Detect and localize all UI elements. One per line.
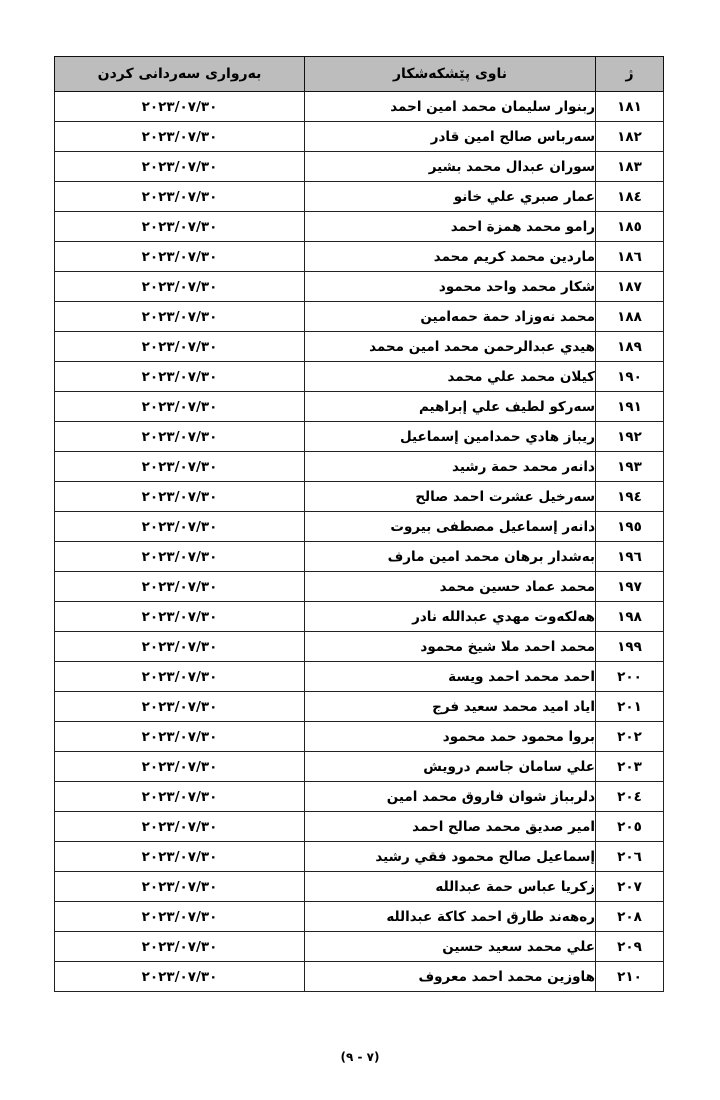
row-number: ١٩٨ xyxy=(596,602,664,632)
row-name: محمد نەوزاد حمة حمەامين xyxy=(305,302,596,332)
table-row xyxy=(55,452,664,482)
row-number: ٢٠٣ xyxy=(596,752,664,782)
row-date: ٢٠٢٣/٠٧/٣٠ xyxy=(55,182,305,212)
row-date: ٢٠٢٣/٠٧/٣٠ xyxy=(55,302,305,332)
row-date: ٢٠٢٣/٠٧/٣٠ xyxy=(55,662,305,692)
row-name: هاوزين محمد احمد معروف xyxy=(305,962,596,992)
row-date: ٢٠٢٣/٠٧/٣٠ xyxy=(55,872,305,902)
table-row xyxy=(55,872,664,902)
row-number: ٢٠٧ xyxy=(596,872,664,902)
row-number: ٢٠٢ xyxy=(596,722,664,752)
row-number: ١٩٣ xyxy=(596,452,664,482)
row-date: ٢٠٢٣/٠٧/٣٠ xyxy=(55,752,305,782)
row-name: سەرخيل عشرت احمد صالح xyxy=(305,482,596,512)
row-date: ٢٠٢٣/٠٧/٣٠ xyxy=(55,902,305,932)
table-row xyxy=(55,812,664,842)
table-row xyxy=(55,182,664,212)
row-name: رامو محمد همزة احمد xyxy=(305,212,596,242)
row-name: اياد اميد محمد سعيد فرج xyxy=(305,692,596,722)
row-name: سەركو لطيف علي إبراهيم xyxy=(305,392,596,422)
row-name: علي سامان جاسم درويش xyxy=(305,752,596,782)
table-row xyxy=(55,782,664,812)
row-name: ريباز هادي حمدامين إسماعيل xyxy=(305,422,596,452)
table-row xyxy=(55,392,664,422)
row-name: هەلكەوت مهدي عبدالله نادر xyxy=(305,602,596,632)
row-name: سوران عبدال محمد بشير xyxy=(305,152,596,182)
row-date: ٢٠٢٣/٠٧/٣٠ xyxy=(55,122,305,152)
table-row xyxy=(55,602,664,632)
row-name: دانەر محمد حمة رشيد xyxy=(305,452,596,482)
row-date: ٢٠٢٣/٠٧/٣٠ xyxy=(55,692,305,722)
row-date: ٢٠٢٣/٠٧/٣٠ xyxy=(55,212,305,242)
header-date: بەرواری سەردانی کردن xyxy=(55,57,305,92)
table-body xyxy=(55,92,664,992)
row-number: ١٨١ xyxy=(596,92,664,122)
row-date: ٢٠٢٣/٠٧/٣٠ xyxy=(55,812,305,842)
table-row xyxy=(55,542,664,572)
row-number: ٢٠٩ xyxy=(596,932,664,962)
table-row xyxy=(55,92,664,122)
row-number: ١٩٦ xyxy=(596,542,664,572)
row-number: ١٩٢ xyxy=(596,422,664,452)
row-name: دانەر إسماعيل مصطفى بيروت xyxy=(305,512,596,542)
row-name: إسماعيل صالح محمود فقي رشيد xyxy=(305,842,596,872)
row-date: ٢٠٢٣/٠٧/٣٠ xyxy=(55,332,305,362)
row-name: ماردين محمد كريم محمد xyxy=(305,242,596,272)
table-row xyxy=(55,302,664,332)
row-date: ٢٠٢٣/٠٧/٣٠ xyxy=(55,842,305,872)
row-name: سەرباس صالح امين قادر xyxy=(305,122,596,152)
row-number: ١٩٩ xyxy=(596,632,664,662)
row-name: احمد محمد احمد ويسة xyxy=(305,662,596,692)
row-name: عمار صبري علي خانو xyxy=(305,182,596,212)
row-number: ٢٠٦ xyxy=(596,842,664,872)
row-number: ١٩٥ xyxy=(596,512,664,542)
table-row xyxy=(55,362,664,392)
row-name: كيلان محمد علي محمد xyxy=(305,362,596,392)
header-name: ناوی پێشکەشکار xyxy=(305,57,596,92)
table-row xyxy=(55,122,664,152)
table-row xyxy=(55,572,664,602)
row-date: ٢٠٢٣/٠٧/٣٠ xyxy=(55,782,305,812)
table-row xyxy=(55,332,664,362)
header-number: ژ xyxy=(596,57,664,92)
row-date: ٢٠٢٣/٠٧/٣٠ xyxy=(55,542,305,572)
row-number: ١٨٣ xyxy=(596,152,664,182)
row-date: ٢٠٢٣/٠٧/٣٠ xyxy=(55,392,305,422)
table-header xyxy=(55,57,664,92)
row-number: ١٩١ xyxy=(596,392,664,422)
row-date: ٢٠٢٣/٠٧/٣٠ xyxy=(55,572,305,602)
row-number: ٢٠١ xyxy=(596,692,664,722)
row-name: دلربباز شوان فاروق محمد امين xyxy=(305,782,596,812)
row-name: رەهەند طارق احمد كاكة عبدالله xyxy=(305,902,596,932)
table-row xyxy=(55,752,664,782)
row-name: امير صديق محمد صالح احمد xyxy=(305,812,596,842)
row-date: ٢٠٢٣/٠٧/٣٠ xyxy=(55,602,305,632)
row-number: ٢١٠ xyxy=(596,962,664,992)
row-number: ١٨٩ xyxy=(596,332,664,362)
table-row xyxy=(55,152,664,182)
row-name: ربنوار سليمان محمد امين احمد xyxy=(305,92,596,122)
row-name: شكار محمد واحد محمود xyxy=(305,272,596,302)
row-date: ٢٠٢٣/٠٧/٣٠ xyxy=(55,422,305,452)
table-row xyxy=(55,242,664,272)
row-number: ١٨٧ xyxy=(596,272,664,302)
row-date: ٢٠٢٣/٠٧/٣٠ xyxy=(55,932,305,962)
row-number: ١٨٢ xyxy=(596,122,664,152)
table-row xyxy=(55,482,664,512)
table-row xyxy=(55,272,664,302)
table-row xyxy=(55,662,664,692)
row-name: بەشدار برهان محمد امين مارف xyxy=(305,542,596,572)
row-number: ٢٠٠ xyxy=(596,662,664,692)
table-row xyxy=(55,632,664,662)
row-number: ٢٠٤ xyxy=(596,782,664,812)
row-name: هيدي عبدالرحمن محمد امين محمد xyxy=(305,332,596,362)
row-number: ١٨٥ xyxy=(596,212,664,242)
row-number: ١٨٨ xyxy=(596,302,664,332)
row-date: ٢٠٢٣/٠٧/٣٠ xyxy=(55,962,305,992)
row-name: محمد احمد ملا شيخ محمود xyxy=(305,632,596,662)
row-date: ٢٠٢٣/٠٧/٣٠ xyxy=(55,152,305,182)
row-number: ٢٠٥ xyxy=(596,812,664,842)
row-date: ٢٠٢٣/٠٧/٣٠ xyxy=(55,482,305,512)
table-row xyxy=(55,902,664,932)
row-number: ١٨٦ xyxy=(596,242,664,272)
row-number: ١٩٠ xyxy=(596,362,664,392)
row-name: بروا محمود حمد محمود xyxy=(305,722,596,752)
page-number: (٧ - ٩) xyxy=(340,1050,380,1064)
row-name: محمد عماد حسين محمد xyxy=(305,572,596,602)
row-date: ٢٠٢٣/٠٧/٣٠ xyxy=(55,452,305,482)
table-row xyxy=(55,962,664,992)
table-row xyxy=(55,512,664,542)
table-row xyxy=(55,692,664,722)
table-row xyxy=(55,722,664,752)
table-row xyxy=(55,842,664,872)
row-number: ٢٠٨ xyxy=(596,902,664,932)
row-number: ١٩٤ xyxy=(596,482,664,512)
row-date: ٢٠٢٣/٠٧/٣٠ xyxy=(55,362,305,392)
row-number: ١٩٧ xyxy=(596,572,664,602)
table-row xyxy=(55,932,664,962)
row-date: ٢٠٢٣/٠٧/٣٠ xyxy=(55,92,305,122)
row-number: ١٨٤ xyxy=(596,182,664,212)
visitor-table xyxy=(54,56,664,992)
row-date: ٢٠٢٣/٠٧/٣٠ xyxy=(55,722,305,752)
row-name: علي محمد سعيد حسين xyxy=(305,932,596,962)
row-date: ٢٠٢٣/٠٧/٣٠ xyxy=(55,242,305,272)
row-name: زكريا عباس حمة عبدالله xyxy=(305,872,596,902)
table-row xyxy=(55,422,664,452)
row-date: ٢٠٢٣/٠٧/٣٠ xyxy=(55,272,305,302)
row-date: ٢٠٢٣/٠٧/٣٠ xyxy=(55,512,305,542)
header-row xyxy=(55,57,664,92)
table-row xyxy=(55,212,664,242)
row-date: ٢٠٢٣/٠٧/٣٠ xyxy=(55,632,305,662)
